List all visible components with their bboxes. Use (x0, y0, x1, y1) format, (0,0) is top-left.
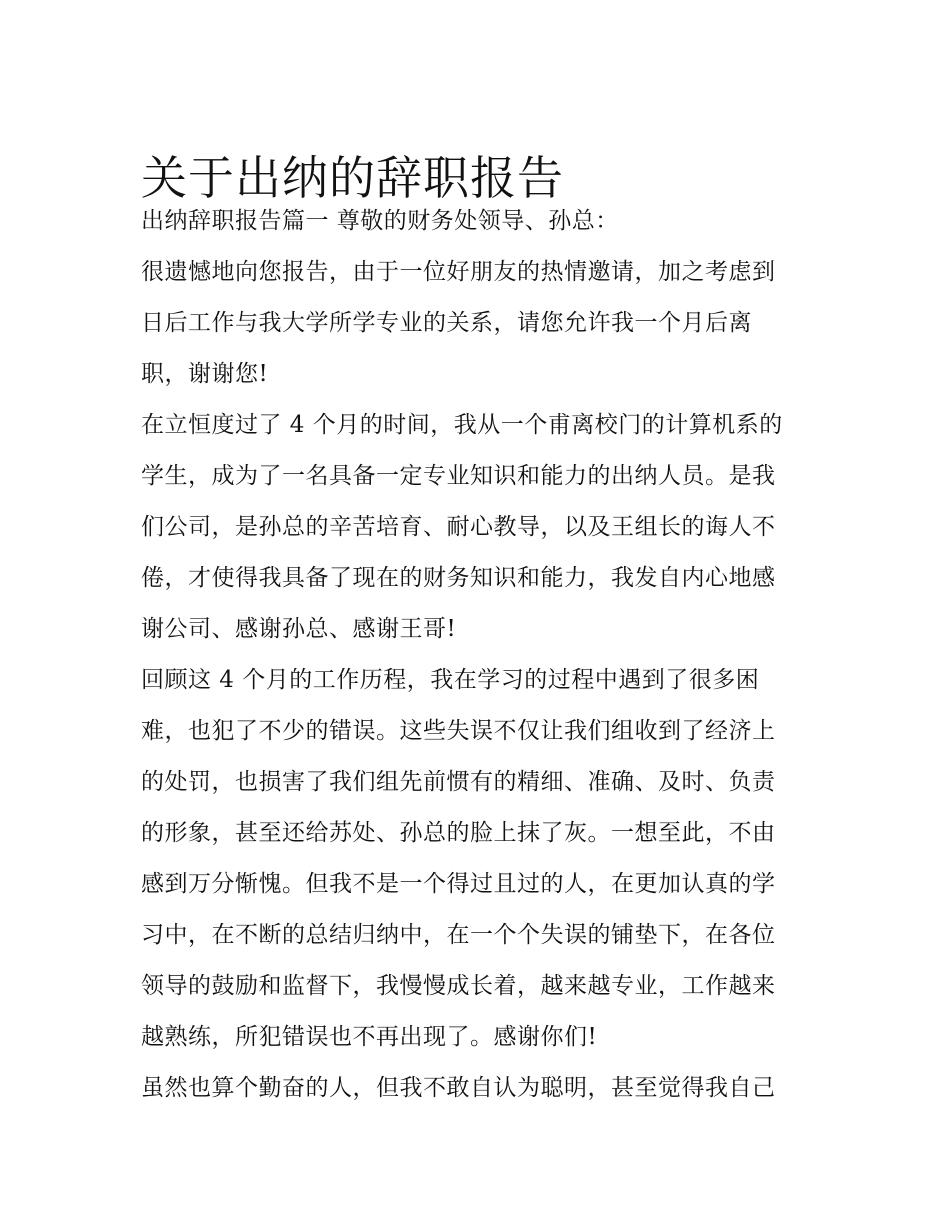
body-line: 虽然也算个勤奋的人，但我不敢自认为聪明，甚至觉得我自己 (141, 1075, 776, 1101)
body-line: 的形象，甚至还给苏处、孙总的脸上抹了灰。一想至此，不由 (141, 820, 776, 846)
body-line: 感到万分惭愧。但我不是一个得过且过的人，在更加认真的学 (141, 871, 776, 897)
body-line: 越熟练，所犯错误也不再出现了。感谢你们! (141, 1024, 598, 1050)
document-title: 关于出纳的辞职报告 (141, 150, 564, 205)
document-body (141, 196, 817, 1114)
body-line: 很遗憾地向您报告，由于一位好朋友的热情邀请，加之考虑到 (141, 259, 776, 285)
body-line: 职，谢谢您! (141, 361, 269, 387)
body-line: 日后工作与我大学所学专业的关系，请您允许我一个月后离 (141, 310, 752, 336)
body-line: 回顾这 4 个月的工作历程，我在学习的过程中遇到了很多困 (141, 667, 760, 693)
body-line: 倦，才使得我具备了现在的财务知识和能力，我发自内心地感 (141, 565, 776, 591)
body-line: 难，也犯了不少的错误。这些失误不仅让我们组收到了经济上 (141, 718, 776, 744)
body-line: 学生，成为了一名具备一定专业知识和能力的出纳人员。是我 (141, 463, 776, 489)
body-line: 领导的鼓励和监督下，我慢慢成长着，越来越专业，工作越来 (141, 973, 776, 999)
body-line: 谢公司、感谢孙总、感谢王哥! (141, 616, 457, 642)
body-line: 在立恒度过了 4 个月的时间，我从一个甫离校门的计算机系的 (141, 412, 783, 438)
body-line: 们公司，是孙总的辛苦培育、耐心教导，以及王组长的诲人不 (141, 514, 776, 540)
body-line: 习中，在不断的总结归纳中，在一个个失误的铺垫下，在各位 (141, 922, 776, 948)
body-line: 的处罚，也损害了我们组先前惯有的精细、准确、及时、负责 (141, 769, 776, 795)
body-line: 出纳辞职报告篇一 尊敬的财务处领导、孙总： (141, 208, 619, 234)
